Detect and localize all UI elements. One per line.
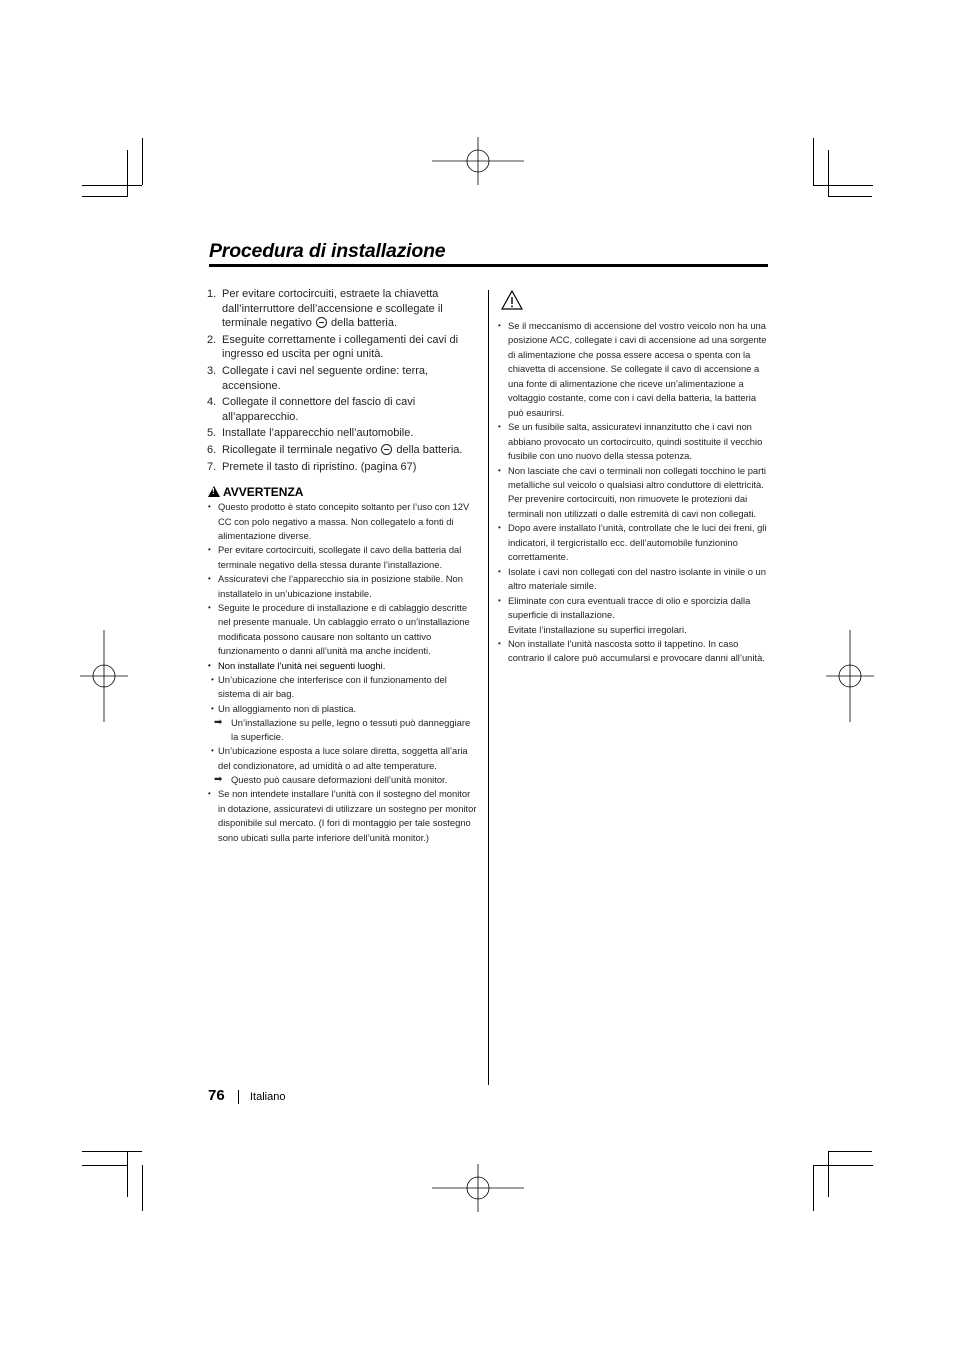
list-item: • Non installate l’unità nei seguenti luoghi. bbox=[207, 659, 479, 673]
step-number: 7. bbox=[207, 460, 217, 473]
arrow-note: ➡ Un’installazione su pelle, legno o tessuti può danneggiare la superficie. bbox=[211, 716, 479, 745]
step-text: Eseguite correttamente i collegamenti dei cavi di ingresso ed uscita per ogni unità. bbox=[222, 333, 459, 361]
step-number: 5. bbox=[207, 427, 217, 440]
list-item-extra: Evitate l’installazione su superfici irregolari. bbox=[508, 623, 687, 635]
right-column bbox=[497, 290, 769, 666]
sub-item: • Un’ubicazione esposta a luce solare diretta, soggetta all’aria del condizionatore, ad umidità o ad alte temperature. bbox=[211, 744, 479, 773]
registration-mark-left bbox=[80, 630, 128, 722]
list-item: • Dopo avere installato l’unità, controllate che le luci dei freni, gli indicatori, il tergicristallo ecc. dell’automobile funzionino correttamente. bbox=[497, 521, 769, 564]
crop-mark bbox=[142, 1165, 143, 1211]
step-item bbox=[207, 395, 479, 424]
page-number: 76 bbox=[208, 1087, 225, 1104]
language-label: Italiano bbox=[250, 1091, 286, 1103]
step-text: Premete il tasto di ripristino. (pagina 67) bbox=[222, 460, 417, 473]
step-number: 1. bbox=[207, 288, 217, 300]
sub-item: • Un alloggiamento non di plastica. bbox=[211, 702, 479, 716]
crop-mark bbox=[813, 1165, 814, 1211]
crop-mark bbox=[828, 196, 872, 197]
footer-divider bbox=[238, 1090, 239, 1104]
list-item: • Isolate i cavi non collegati con del nastro isolante in vinile o un altro materiale simile. bbox=[497, 565, 769, 594]
step-item bbox=[207, 333, 479, 362]
crop-mark bbox=[82, 185, 142, 186]
warning-icon bbox=[208, 486, 220, 497]
list-item: • Non installate l’unità nascosta sotto il tappetino. In caso contrario il calore può accumularsi e provocare danni all’unità. bbox=[497, 637, 769, 666]
list-item: • Se un fusibile salta, assicuratevi innanzitutto che i cavi non abbiano provocato un cortocircuito, quindi sostituite il vecchio fusibile con uno nuovo della stessa potenza. bbox=[497, 420, 769, 463]
list-item: • Se il meccanismo di accensione del vostro veicolo non ha una posizione ACC, collegate i cavi di accensione ad una sorgente di alimentazione che possa essere accesa o spenta con la chiavetta di accensione. Se collegate il cavo di accensione a una fonte di alimentazione che riceve un’alimentazione a voltaggio costante, come con i cavi della batteria, la batteria può esaurirsi. bbox=[497, 319, 769, 420]
registration-mark-right bbox=[826, 630, 874, 722]
registration-mark-top bbox=[432, 137, 524, 185]
step-text: della batteria. bbox=[393, 443, 463, 456]
list-item: • Se non intendete installare l’unità con il sostegno del monitor in dotazione, assicuratevi di utilizzare un sostegno per monitor disponibile sul mercato. (I fori di montaggio per tale sostegno sono ubicati sulla parte inferiore dell’unità monitor.) bbox=[207, 787, 479, 845]
column-divider bbox=[488, 290, 489, 1085]
list-item: • Assicuratevi che l’apparecchio sia in posizione stabile. Non installatelo in un’ubicazione instabile. bbox=[207, 572, 479, 601]
crop-mark bbox=[82, 1165, 128, 1166]
list-item bbox=[497, 594, 769, 637]
crop-mark bbox=[127, 1151, 128, 1197]
list-item: • Questo prodotto è stato concepito soltanto per l’uso con 12V CC con polo negativo a massa. Non collegatelo a fonti di alimentazione diverse. bbox=[207, 500, 479, 543]
negative-terminal-icon bbox=[316, 317, 327, 328]
step-text: Collegate i cavi nel seguente ordine: terra, accensione. bbox=[222, 364, 429, 392]
warning-heading-text: AVVERTENZA bbox=[223, 485, 304, 500]
step-text: Installate l’apparecchio nell’automobile. bbox=[222, 427, 414, 440]
caution-icon bbox=[501, 290, 523, 310]
crop-mark bbox=[828, 1151, 872, 1152]
warning-list bbox=[207, 500, 479, 673]
crop-mark bbox=[127, 150, 128, 197]
arrow-note: ➡ Questo può causare deformazioni dell’unità monitor. bbox=[211, 773, 479, 787]
list-item: • Per evitare cortocircuiti, scollegate il cavo della batteria dal terminale negativo della stessa durante l’installazione. bbox=[207, 543, 479, 572]
crop-mark bbox=[828, 1151, 829, 1197]
step-text: Ricollegate il terminale negativo bbox=[222, 443, 381, 456]
step-number: 2. bbox=[207, 333, 217, 346]
crop-mark bbox=[82, 1151, 142, 1152]
crop-mark bbox=[813, 1165, 873, 1166]
installation-steps bbox=[207, 287, 479, 474]
step-item bbox=[207, 460, 479, 475]
crop-mark bbox=[828, 150, 829, 197]
warning-sublist bbox=[207, 673, 479, 787]
sub-item: • Un’ubicazione che interferisce con il funzionamento del sistema di air bag. bbox=[211, 673, 479, 702]
crop-mark bbox=[813, 138, 814, 185]
step-item bbox=[207, 443, 479, 458]
step-number: 6. bbox=[207, 443, 217, 456]
list-item: • Seguite le procedure di installazione e di cablaggio descritte nel presente manuale. Un cablaggio errato o un’installazione modificata possono causare non soltanto un cattivo funzionamento o danni all’unità ma anche incidenti. bbox=[207, 601, 479, 659]
list-item: • Non lasciate che cavi o terminali non collegati tocchino le parti metalliche sul veicolo o qualsiasi altro conduttore di elettricità. Per prevenire cortocircuiti, non rimuovete le protezioni dai terminali non utilizzati o dalle estremità di cavi non collegati. bbox=[497, 464, 769, 522]
warning-list-tail bbox=[207, 787, 479, 845]
crop-mark bbox=[82, 196, 128, 197]
step-item bbox=[207, 364, 479, 393]
page-title: Procedura di installazione bbox=[209, 240, 446, 262]
warning-heading bbox=[207, 485, 479, 499]
step-text: della batteria. bbox=[327, 317, 398, 330]
step-text: Per evitare cortocircuiti, estraete la chiavetta dall’interruttore dell’accensione e scollegate il terminale negativo bbox=[222, 288, 443, 330]
step-number: 4. bbox=[207, 396, 217, 409]
crop-mark bbox=[142, 138, 143, 185]
crop-mark bbox=[813, 185, 873, 186]
step-item bbox=[207, 287, 479, 331]
step-number: 3. bbox=[207, 364, 217, 377]
list-item-text: Eliminate con cura eventuali tracce di olio e sporcizia dalla superficie di installazione. bbox=[508, 594, 751, 621]
negative-terminal-icon bbox=[381, 444, 392, 455]
title-rule bbox=[209, 264, 768, 267]
step-item bbox=[207, 426, 479, 441]
step-text: Collegate il connettore del fascio di cavi all’apparecchio. bbox=[222, 396, 416, 423]
registration-mark-bottom bbox=[432, 1164, 524, 1212]
caution-list bbox=[497, 319, 769, 666]
left-column bbox=[207, 287, 479, 845]
